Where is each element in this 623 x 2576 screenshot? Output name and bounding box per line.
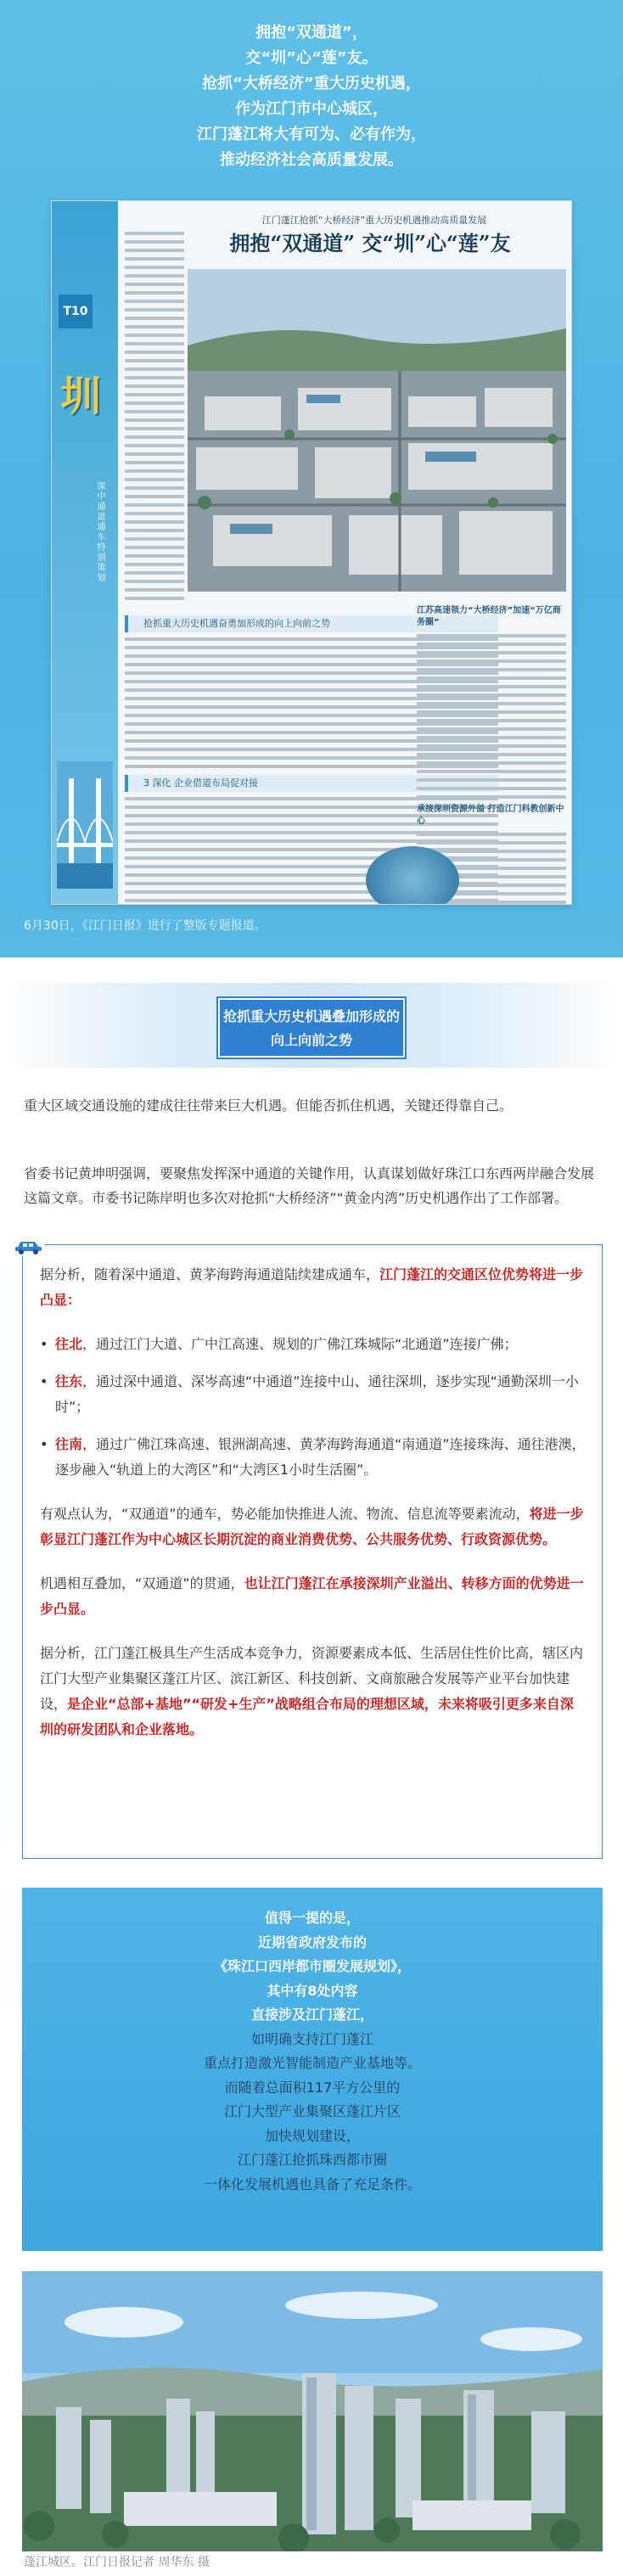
bridge-illustration-icon <box>57 761 113 889</box>
hero-intro <box>0 20 623 173</box>
newspaper-page-number: T10 <box>59 295 93 328</box>
plain-text: 有观点认为，“双通道”的通车，势必能加快推进人流、物流、信息流等要素流动， <box>40 1506 530 1522</box>
plain-text: 机遇相互叠加，“双通道”的贯通， <box>40 1575 244 1591</box>
plain-text: 据分析，随着深中通道、黄茅海跨海通道陆续建成通车， <box>40 1266 380 1282</box>
info-line: 其中有8处内容 <box>267 1982 358 1999</box>
newspaper-page-image <box>51 200 572 905</box>
list-item-text: ，通过深中通道、深岑高速“中通道”连接中山、通往深圳，逐步实现“通勤深圳一小时”； <box>55 1373 579 1415</box>
newspaper-subtitle: 江门蓬江抢抓“大桥经济”重大历史机遇推动高质量发展 <box>261 215 487 226</box>
analysis-box <box>22 1244 603 1859</box>
highlight-text: 也让江门蓬江在承接深圳产业溢出、转移方面的优势进一步凸显。 <box>40 1575 584 1617</box>
photo-caption: 蓬江城区。江门日报记者 周华东 摄 <box>24 2556 210 2569</box>
industrial-park-aerial-photo <box>188 269 566 592</box>
bullet-icon: • <box>40 1436 48 1452</box>
plain-text: 据分析，江门蓬江极具生产生活成本竞争力，资源要素成本低、生活居住性价比高，辖区内江门大型产业集聚区蓬江片区、滨江新区、科技创新、文商旅融合发展等产业平台加快建设， <box>40 1645 584 1712</box>
analysis-paragraph <box>40 1262 587 1313</box>
analysis-paragraph <box>40 1501 587 1552</box>
section-banner <box>0 957 623 1085</box>
hero-line: 作为江门市中心城区， <box>235 100 388 118</box>
hero-line: 江门蓬江将大有可为、必有作为， <box>197 126 426 143</box>
direction-label: 往北 <box>55 1336 83 1352</box>
info-line: 加快规划建设， <box>264 2127 360 2144</box>
city-skyline-photo <box>22 2271 603 2551</box>
info-line: 如明确支持江门蓬江 <box>250 2030 373 2047</box>
section-title-box <box>218 998 405 1058</box>
bullet-icon: • <box>40 1373 48 1389</box>
direction-label: 往东 <box>55 1373 83 1389</box>
info-line: 近期省政府发布的 <box>257 1933 367 1950</box>
newspaper-headline: 拥抱“双通道” 交“圳”心“莲”友 <box>229 231 511 255</box>
info-line: 江门大型产业集聚区蓬江片区 <box>223 2103 401 2119</box>
direction-label: 往南 <box>55 1436 83 1452</box>
info-line: 江门蓬江抢抓珠西都市圈 <box>237 2152 387 2168</box>
body-paragraph: 省委书记黄坤明强调，要聚焦发挥深中通道的关键作用，认真谋划做好珠江口东西两岸融合发展这篇文章。市委书记陈岸明也多次对抢抓“大桥经济”“黄金内湾”历史机遇作出了工作部署。 <box>24 1165 595 1206</box>
hero-caption: 6月30日，《江门日报》进行了整版专题报道。 <box>24 919 267 933</box>
hero-line: 抢抓“大桥经济”重大历史机遇， <box>202 75 421 93</box>
newspaper-sidebox-title: 江苏高速领力“大桥经济”加速“万亿商务圈” <box>417 606 561 627</box>
list-item <box>40 1369 587 1420</box>
newspaper-section-heading: 3 深化 企业借道布局促对接 <box>125 775 498 792</box>
hero-line: 推动经济社会高质量发展。 <box>220 151 403 169</box>
newspaper-left-column <box>125 227 184 617</box>
info-text <box>22 1906 603 2197</box>
newspaper-vertical-title: 深中通道通车特别策划 <box>95 481 104 583</box>
info-line: 而随着总面积117平方公里的 <box>224 2079 401 2096</box>
analysis-content <box>40 1262 587 1761</box>
info-line: 直接涉及江门蓬江， <box>250 2006 373 2023</box>
section-title-line: 抢抓重大历史机遇叠加形成的 <box>222 1008 400 1024</box>
list-item-text: ，通过江门大道、广中江高速、规划的广佛江珠城际“北通道”连接广佛； <box>82 1336 518 1352</box>
newspaper-big-character: 圳 <box>60 373 102 420</box>
plan-info-block <box>22 1888 603 2251</box>
list-item-text: ，通过广佛江珠高速、银洲湖高速、黄茅海跨海通道“南通道”连接珠海、通往港澳，逐步融入“轨道上的大湾区”和“大湾区1小时生活圈”。 <box>55 1436 586 1478</box>
analysis-paragraph <box>40 1571 587 1622</box>
info-line: 一体化发展机遇也具备了充足条件。 <box>203 2175 421 2192</box>
info-line: 《珠江口西岸都市圈发展规划》， <box>213 1958 411 1974</box>
hero-line: 拥抱“双通道”， <box>255 24 368 42</box>
newspaper-section-heading: 抢抓重大历史机遇奋勇加形成的向上向前之势 <box>125 615 498 632</box>
newspaper-sidebox-title: 承接深圳资源外溢 打造江门科教创新中心 <box>417 805 564 826</box>
car-icon <box>13 1234 45 1256</box>
analysis-paragraph <box>40 1641 587 1743</box>
highlight-text: 是企业“总部+基地”“研发+生产”战略组合布局的理想区域，未来将吸引更多来自深圳的研发团队和企业落地。 <box>40 1696 574 1737</box>
body-paragraph: 重大区域交通设施的建成往往带来巨大机遇。但能否抓住机遇，关键还得靠自己。 <box>24 1097 514 1114</box>
list-item <box>40 1332 587 1357</box>
highlight-text: 将进一步彰显江门蓬江作为中心城区长期沉淀的商业消费优势、公共服务优势、行政资源优势。 <box>40 1506 584 1547</box>
hero-section <box>0 0 623 957</box>
list-item <box>40 1432 587 1483</box>
info-line: 值得一提的是， <box>264 1910 360 1926</box>
bullet-icon: • <box>40 1336 48 1352</box>
hero-line: 交“圳”心“莲”友。 <box>245 49 378 67</box>
section-title-line: 向上向前之势 <box>270 1032 352 1048</box>
highlight-text: 江门蓬江的交通区位优势将进一步凸显： <box>40 1266 584 1308</box>
info-line: 重点打造激光智能制造产业基地等。 <box>203 2055 421 2071</box>
